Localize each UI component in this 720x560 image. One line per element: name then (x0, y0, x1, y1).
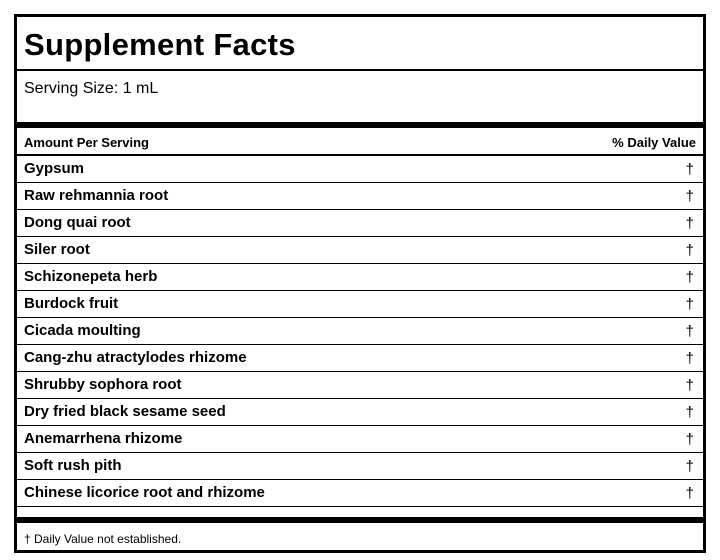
amount-per-serving-header: Amount Per Serving (24, 135, 149, 150)
ingredient-daily-value: † (685, 242, 694, 259)
ingredient-daily-value: † (685, 269, 694, 286)
ingredient-name: Cang-zhu atractylodes rhizome (24, 349, 247, 366)
ingredient-row (17, 183, 703, 210)
ingredient-daily-value: † (685, 458, 694, 475)
ingredient-row (17, 291, 703, 318)
ingredient-name: Anemarrhena rhizome (24, 430, 183, 447)
serving-block (17, 69, 703, 123)
ingredient-daily-value: † (685, 404, 694, 421)
ingredient-daily-value: † (685, 215, 694, 232)
ingredient-row (17, 372, 703, 399)
ingredient-name: Shrubby sophora root (24, 376, 182, 393)
ingredient-name: Dong quai root (24, 214, 131, 231)
ingredient-row (17, 210, 703, 237)
ingredient-daily-value: † (685, 431, 694, 448)
ingredient-daily-value: † (685, 377, 694, 394)
ingredient-name: Soft rush pith (24, 457, 122, 474)
ingredient-row (17, 318, 703, 345)
footnote: † Daily Value not established. (24, 532, 182, 546)
ingredient-row (17, 237, 703, 264)
ingredient-name: Cicada moulting (24, 322, 141, 339)
ingredient-row (17, 399, 703, 426)
ingredient-daily-value: † (685, 485, 694, 502)
ingredient-row (17, 453, 703, 480)
ingredient-row (17, 426, 703, 453)
ingredient-daily-value: † (685, 323, 694, 340)
ingredient-name: Burdock fruit (24, 295, 119, 312)
ingredient-name: Chinese licorice root and rhizome (24, 484, 265, 501)
daily-value-header: % Daily Value (612, 135, 696, 150)
ingredient-daily-value: † (685, 188, 694, 205)
ingredient-daily-value: † (685, 296, 694, 313)
ingredient-row (17, 156, 703, 183)
panel-title: Supplement Facts (24, 27, 296, 62)
ingredient-row (17, 480, 703, 507)
ingredient-daily-value: † (685, 350, 694, 367)
ingredient-daily-value: † (685, 161, 694, 178)
ingredient-name: Raw rehmannia root (24, 187, 169, 204)
ingredient-name: Dry fried black sesame seed (24, 403, 226, 420)
ingredient-row (17, 264, 703, 291)
ingredient-list (17, 156, 703, 507)
column-header-row (17, 128, 703, 156)
thick-divider-bottom (17, 517, 703, 523)
ingredient-name: Gypsum (24, 160, 85, 177)
ingredient-row (17, 345, 703, 372)
ingredient-name: Siler root (24, 241, 90, 258)
serving-size: Serving Size: 1 mL (24, 80, 159, 97)
ingredient-name: Schizonepeta herb (24, 268, 158, 285)
supplement-facts-panel (14, 14, 706, 553)
